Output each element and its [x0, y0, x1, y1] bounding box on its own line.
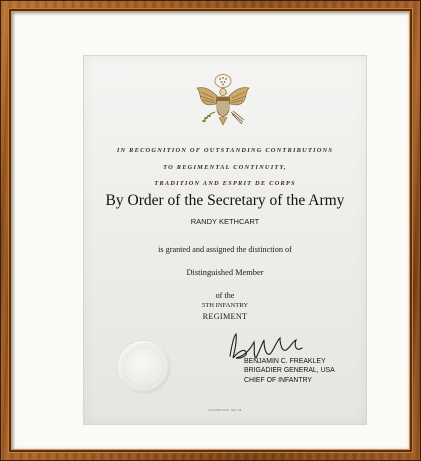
order-title: By Order of the Secretary of the Army: [105, 192, 345, 209]
embossed-seal-icon: [118, 341, 170, 393]
recognition-line-2: TO REGIMENTAL CONTINUITY,: [163, 164, 287, 171]
recipient-name: RANDY KETHCART: [190, 217, 260, 226]
granted-text: is granted and assigned the distinction of: [158, 245, 292, 254]
distinction-title: Distinguished Member: [186, 268, 264, 277]
white-mat: [12, 12, 409, 449]
signer-title: CHIEF OF INFANTRY: [244, 376, 313, 384]
form-number: DA FORM 4647, MAY 98: [208, 409, 242, 412]
of-the-text: of the: [215, 291, 235, 300]
certificate-paper: [84, 56, 366, 424]
unit-name: 5TH INFANTRY: [201, 302, 249, 309]
recognition-line-1: IN RECOGNITION OF OUTSTANDING CONTRIBUTIONS: [116, 147, 334, 154]
signature-block: [244, 357, 364, 385]
great-seal-eagle-icon: [189, 72, 257, 132]
signer-rank: BRIGADIER GENERAL, USA: [244, 367, 335, 375]
signer-name: BENJAMIN C. FREAKLEY: [244, 358, 326, 365]
regiment-label: REGIMENT: [202, 312, 248, 321]
recognition-line-3: TRADITION AND ESPRIT DE CORPS: [154, 180, 296, 187]
